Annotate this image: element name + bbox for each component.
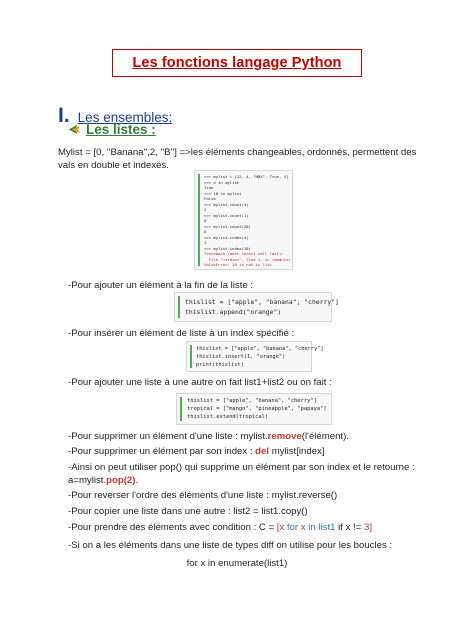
- for-line: for x in enumerate(list1): [186, 558, 288, 569]
- console-line: >>> mylist.index(4): [204, 234, 249, 240]
- code-line: thislist.extend(tropical): [187, 414, 269, 421]
- condition-part: for: [284, 522, 301, 533]
- code-line: print(thislist): [196, 362, 244, 368]
- remove-prefix: -Pour supprimer un élément d'une liste : mylist.: [68, 431, 268, 442]
- console-line: ValueError: 10 is not in list: [204, 262, 272, 267]
- condition-prefix: -Pour prendre des éléments avec condition : C =: [68, 522, 277, 533]
- pop-prefix: a=mylist.: [68, 475, 107, 486]
- code-accent-bar: [198, 174, 200, 266]
- del-line: [68, 446, 325, 457]
- condition-part: 3]: [363, 522, 372, 533]
- extend-description: -Pour ajouter une liste à une autre on fait list1+list2 ou on fait :: [68, 377, 332, 388]
- console-line: 0: [204, 229, 207, 234]
- page-title: Les fonctions langage Python: [132, 55, 342, 71]
- intro-text: Mylist = [0, ''Banana'',2, ''B''] =>les éléments changeables, ordonnés, permettent des vals en double et indexés.: [58, 147, 417, 171]
- remove-suffix: (l'élément).: [301, 431, 349, 442]
- subsection-heading: [68, 122, 156, 137]
- condition-part: if x !=: [335, 522, 364, 533]
- console-line: False: [204, 196, 216, 201]
- append-description: -Pour ajouter un élément à la fin de la liste :: [68, 280, 254, 291]
- remove-method: remove: [267, 431, 302, 442]
- pop-suffix: .: [135, 475, 139, 486]
- console-line: 1: [204, 240, 207, 245]
- condition-part: x: [300, 522, 306, 533]
- extend-code: [176, 393, 332, 425]
- code-line: thislist.insert(1, "orange"): [196, 354, 286, 360]
- subsection-title: Les listes :: [86, 122, 156, 137]
- pop-line-1: -Ainsi on peut utiliser pop() qui supprime un élément par son index et le retourne :: [68, 462, 415, 473]
- console-line: >>> mylist.count(20): [204, 223, 251, 229]
- remove-line: [68, 431, 349, 442]
- reverse-line: -Pour reverser l'ordre des éléments d'une liste : mylist.reverse(): [68, 490, 338, 501]
- del-keyword: del: [255, 446, 270, 457]
- console-line: >>> mylist.count(4): [204, 201, 249, 207]
- console-line: >>> mylist = [12, 4, "NBX", True, 4]: [204, 174, 289, 179]
- code-line: thislist.append("orange"): [185, 308, 282, 316]
- insert-code: [186, 341, 324, 372]
- condition-line: [68, 522, 372, 533]
- code-line: tropical = ["mango", "pineapple", "papaya"]: [187, 406, 327, 413]
- del-prefix: -Pour supprimer un élément par son index :: [68, 446, 256, 457]
- console-snippet: [194, 170, 293, 270]
- code-line: thislist = ["apple", "banana", "cherry"]: [187, 398, 317, 404]
- console-line: 0: [204, 218, 207, 223]
- condition-part: [x: [276, 522, 285, 533]
- copy-line: -Pour copier une liste dans une autre : list2 = list1.copy(): [68, 506, 308, 517]
- code-accent-bar: [180, 397, 182, 421]
- pop-line-2: [68, 475, 138, 486]
- code-line: thislist = ["apple", "banana", "cherry"]: [196, 346, 324, 352]
- title-box: [112, 49, 362, 77]
- pop-method: pop(2): [106, 475, 136, 486]
- section-number: I.: [58, 104, 70, 127]
- console-line: >>> mylist.count(1): [204, 212, 249, 218]
- code-accent-bar: [178, 296, 180, 318]
- condition-part: in: [305, 522, 319, 533]
- console-line: >>> 10 in mylist: [204, 190, 242, 196]
- console-line: >>> 4 in mylist: [204, 179, 240, 185]
- console-line: True: [204, 185, 214, 190]
- console-line: Traceback (most recent call last):: [204, 251, 284, 256]
- console-line: File "<stdin>", line 1, in <module>: [204, 256, 291, 262]
- arrow-bullet-icon: [68, 123, 81, 136]
- code-line: thislist = ["apple", "banana", "cherry"]: [185, 298, 339, 306]
- append-code: [174, 292, 339, 322]
- code-accent-bar: [190, 345, 192, 368]
- condition-part: list1: [318, 522, 336, 533]
- loops-line: -Si on a les éléments dans une liste de types diff on utilise pour les boucles :: [68, 540, 393, 551]
- insert-description: -Pour insérer un élément de liste à un index spécifié :: [68, 328, 295, 339]
- del-suffix: mylist[index]: [269, 446, 325, 457]
- console-line: >>> mylist.index(10): [204, 245, 251, 251]
- console-line: 2: [204, 207, 207, 212]
- section-title: Les ensembles:: [77, 110, 173, 125]
